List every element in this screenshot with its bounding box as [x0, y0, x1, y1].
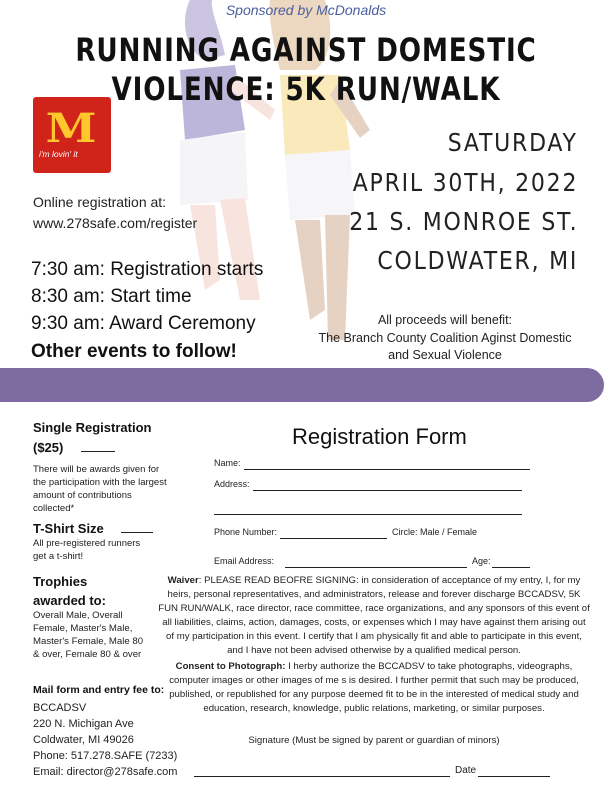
- mail-address: BCCADSV 220 N. Michigan Ave Coldwater, MI 49026 Phone: 517.278.SAFE (7233) Email: director@278safe.com: [33, 702, 178, 778]
- tshirt-size-heading: T-Shirt Size: [33, 521, 153, 536]
- email-field[interactable]: [285, 567, 467, 568]
- mail-heading: Mail form and entry fee to:: [33, 684, 165, 696]
- email-label: Email Address:: [214, 556, 275, 566]
- address-field[interactable]: [253, 490, 522, 491]
- event-city: COLDWATER, MI: [377, 246, 578, 275]
- online-registration-label: Online registration at:: [33, 194, 167, 210]
- tshirt-size-blank[interactable]: [121, 532, 153, 533]
- benefit-intro: All proceeds will benefit:: [377, 313, 513, 327]
- signature-note: Signature (Must be signed by parent or guardian of minors): [248, 735, 500, 746]
- benefit-org-line1: The Branch County Coalition Aginst Domestic: [318, 331, 572, 345]
- name-label: Name:: [214, 458, 241, 468]
- other-events: Other events to follow!: [31, 341, 237, 362]
- event-day: SATURDAY: [448, 128, 578, 157]
- event-street: 21 S. MONROE ST.: [348, 207, 578, 236]
- benefit-org-line2: and Sexual Violence: [388, 348, 502, 362]
- tshirt-note: All pre-registered runners get a t-shirt!: [33, 538, 141, 562]
- single-registration-heading: Single Registration: [33, 420, 152, 435]
- online-registration-url[interactable]: www.278safe.com/register: [33, 215, 198, 231]
- single-registration-blank[interactable]: [81, 451, 115, 452]
- registration-form-title: Registration Form: [292, 424, 467, 449]
- date-label: Date: [455, 765, 477, 776]
- waiver-text: Waiver: PLEASE READ BEOFRE SIGNING: in consideration of acceptance of my entry, I, for my heirs, personal representatives, and administrators, release and forever discharge BCCADSV, 5K FUN RUN/WALK, race director, race committee, race organizations, and any sponsors of this event of all liabilities, claims, action, damages, costs, or expenses which I may have against them arising out of my participation in this event. I certify that I am physically fit and able to participate in this event, and I have not been advised otherwise by a qualified medical person.: [158, 575, 590, 656]
- address-field-line2[interactable]: [214, 514, 522, 515]
- logo-tagline: i'm lovin' it: [39, 149, 78, 159]
- schedule-item: 9:30 am: Award Ceremony: [31, 313, 256, 334]
- sponsor-line: Sponsored by McDonalds: [225, 2, 387, 18]
- single-registration-price: ($25): [33, 440, 115, 455]
- schedule-item: 8:30 am: Start time: [31, 286, 192, 307]
- phone-label: Phone Number:: [214, 527, 278, 537]
- date-field[interactable]: [478, 776, 550, 777]
- phone-field[interactable]: [280, 538, 387, 539]
- consent-text: Consent to Photograph: I herby authorize the BCCADSV to take photographs, videographs, computer images or other images of me s is desired. I further permit that such may be produced, published, or republished for any purpose deemed fit to be in the interested of medical study and education, research, knowledge, public relations, marketing, or similar purposes.: [169, 661, 579, 714]
- trophies-heading: Trophies: [33, 574, 88, 589]
- age-label: Age:: [472, 556, 491, 566]
- event-date: APRIL 30TH, 2022: [352, 168, 578, 197]
- trophies-list: Overall Male, Overall Female, Master's Male, Master's Female, Male 80 & over, Female 80 & over: [33, 610, 144, 660]
- trophies-subheading: awarded to:: [33, 593, 106, 608]
- title-line-1: RUNNING AGAINST DOMESTIC: [75, 31, 537, 69]
- mcdonalds-arches-icon: M: [45, 105, 97, 152]
- awards-note: There will be awards given for the participation with the largest amount of contributions collected*: [33, 464, 167, 514]
- mcdonalds-logo: [33, 97, 111, 173]
- title-line-2: VIOLENCE: 5K RUN/WALK: [111, 70, 501, 108]
- address-label: Address:: [214, 479, 250, 489]
- divider-band: [0, 368, 604, 402]
- schedule-item: 7:30 am: Registration starts: [31, 259, 264, 280]
- gender-circle-label[interactable]: Circle: Male / Female: [392, 527, 478, 537]
- age-field[interactable]: [492, 567, 530, 568]
- name-field[interactable]: [244, 469, 530, 470]
- signature-field[interactable]: [194, 776, 450, 777]
